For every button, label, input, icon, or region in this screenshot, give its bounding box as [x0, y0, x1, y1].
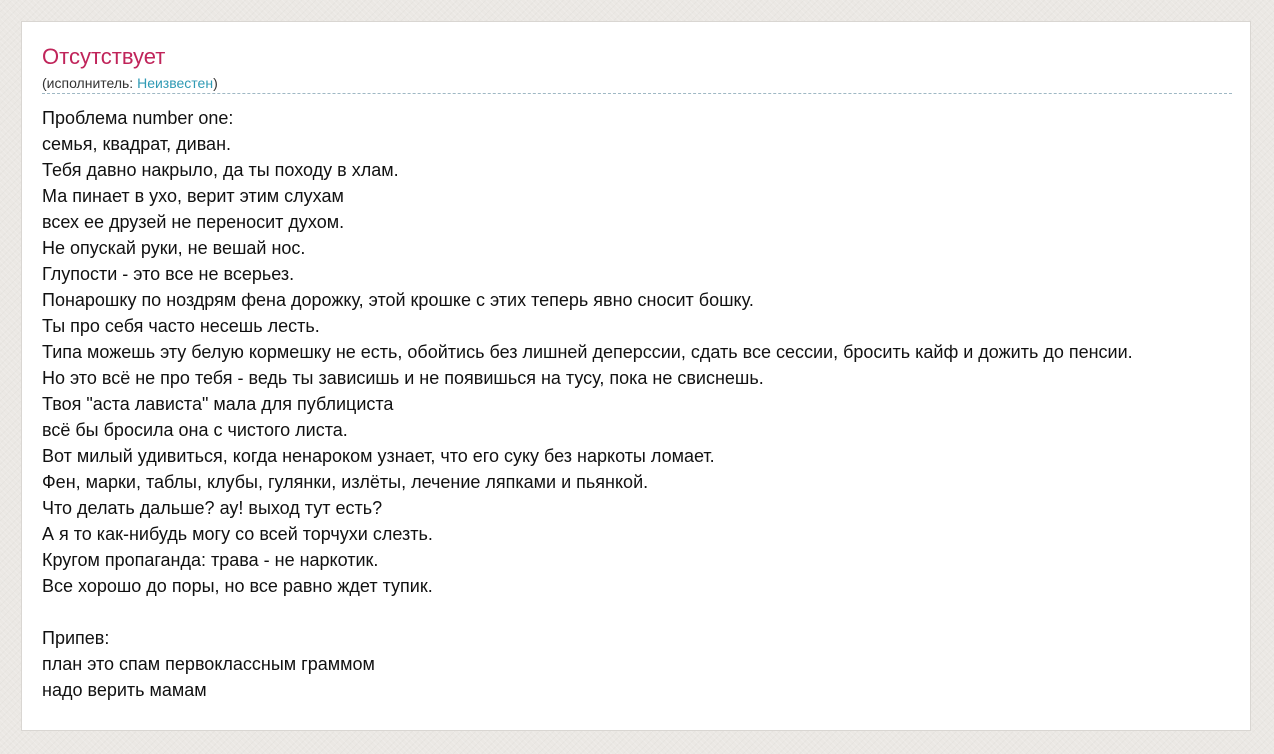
- song-title: Отсутствует: [42, 44, 166, 69]
- lyric-line: Не опускай руки, не вешай нос.: [42, 238, 306, 258]
- lyric-line: Что делать дальше? ау! выход тут есть?: [42, 498, 383, 518]
- lyric-line: план это спам первоклассным граммом: [42, 654, 375, 674]
- lyric-line: Глупости - это все не всерьез.: [42, 264, 295, 284]
- lyrics-text: [42, 105, 1133, 703]
- lyric-line: Ма пинает в ухо, верит этим слухам: [42, 186, 344, 206]
- lyric-line: [42, 599, 1133, 625]
- performer-line: [42, 74, 218, 92]
- lyric-line: Вот милый удивиться, когда ненароком узнает, что его суку без наркоты ломает.: [42, 446, 715, 466]
- title-divider: [42, 93, 1232, 94]
- lyric-line: Припев:: [42, 628, 110, 648]
- lyric-line: Тебя давно накрыло, да ты походу в хлам.: [42, 160, 399, 180]
- lyric-line: Типа можешь эту белую кормешку не есть, обойтись без лишней деперссии, сдать все сессии, бросить кайф и дожить до пенсии.: [42, 342, 1133, 362]
- lyric-line: Понарошку по ноздрям фена дорожку, этой крошке с этих теперь явно сносит бошку.: [42, 290, 754, 310]
- lyric-line: Кругом пропаганда: трава - не наркотик.: [42, 550, 379, 570]
- lyric-line: всё бы бросила она с чистого листа.: [42, 420, 348, 440]
- lyric-line: всех ее друзей не переносит духом.: [42, 212, 345, 232]
- performer-prefix: (исполнитель:: [42, 75, 138, 91]
- lyric-line: А я то как-нибудь могу со всей торчухи слезть.: [42, 524, 433, 544]
- performer-suffix: ): [213, 75, 218, 91]
- lyric-line: Ты про себя часто несешь лесть.: [42, 316, 320, 336]
- lyric-line: семья, квадрат, диван.: [42, 134, 232, 154]
- lyric-line: Все хорошо до поры, но все равно ждет тупик.: [42, 576, 433, 596]
- lyric-line: Проблема number one:: [42, 108, 234, 128]
- lyric-line: Фен, марки, таблы, клубы, гулянки, излёты, лечение ляпками и пьянкой.: [42, 472, 649, 492]
- performer-link[interactable]: Неизвестен: [137, 75, 214, 91]
- lyric-line: Твоя "аста лависта" мала для публициста: [42, 394, 394, 414]
- lyric-line: Но это всё не про тебя - ведь ты зависишь и не появишься на тусу, пока не свиснешь.: [42, 368, 764, 388]
- lyrics-card: [21, 21, 1251, 731]
- lyric-line: надо верить мамам: [42, 680, 207, 700]
